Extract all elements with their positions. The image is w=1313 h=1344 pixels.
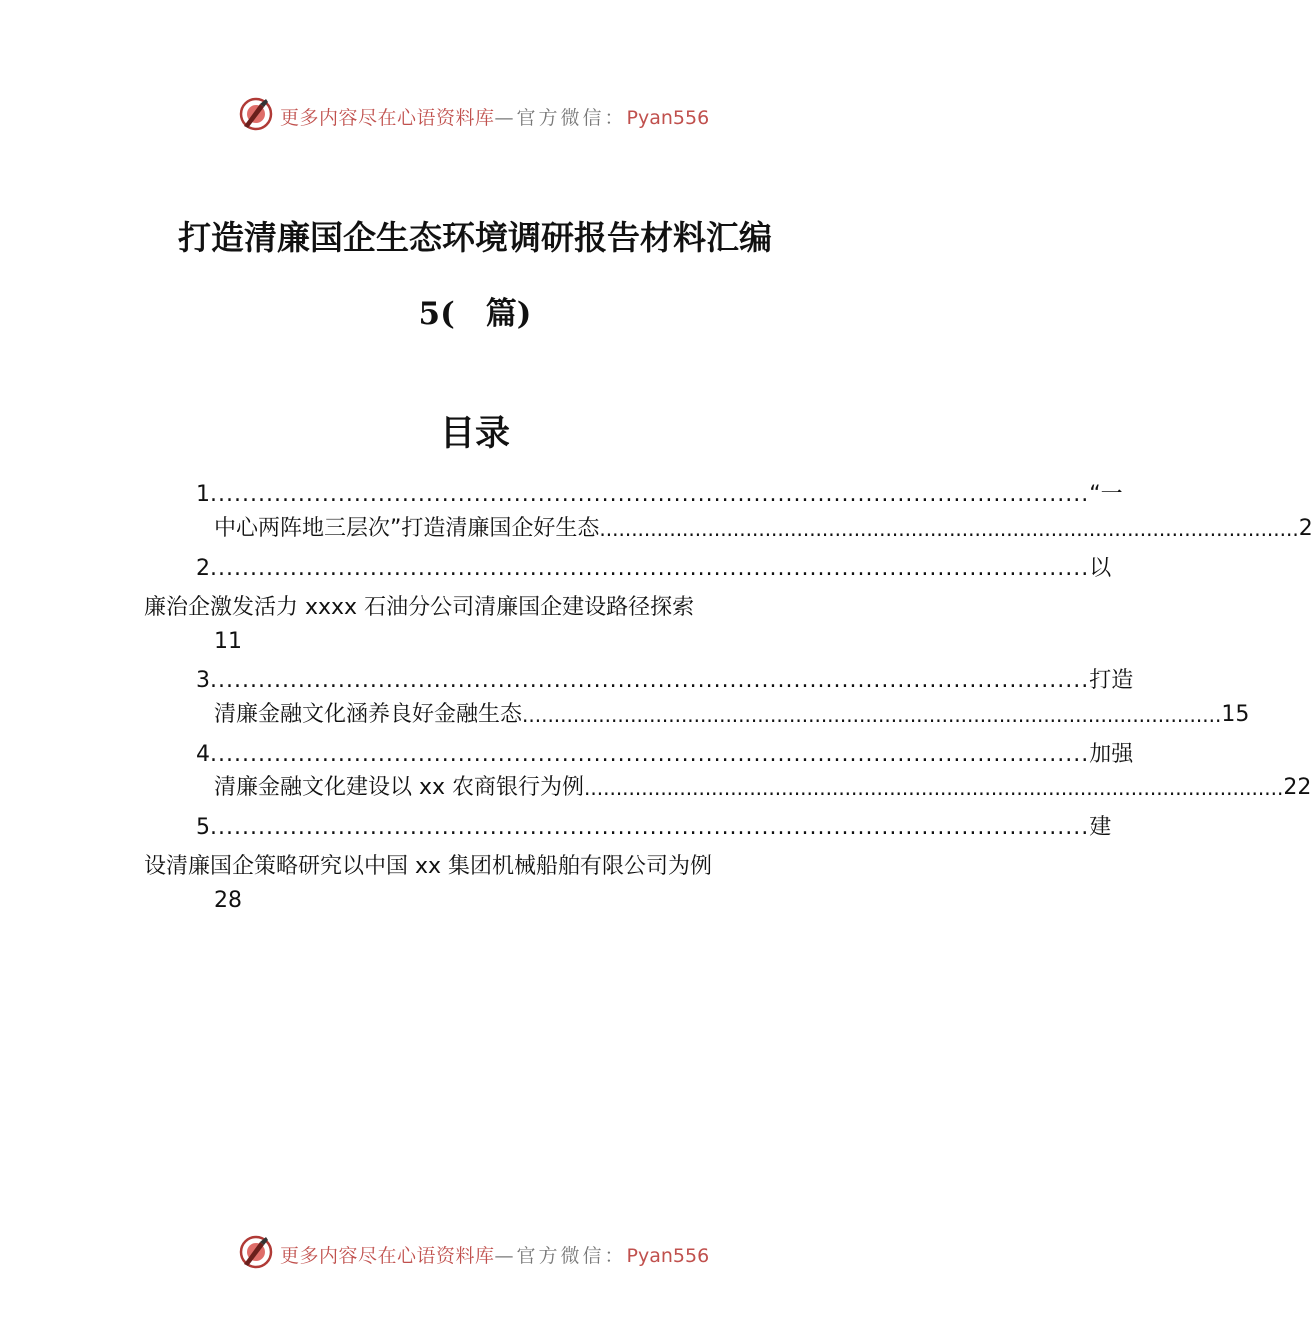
document-subtitle: 5( 篇) (418, 296, 532, 332)
toc-entry-2-line2[interactable]: 廉治企激发活力 xxxx 石油分公司清廉国企建设路径探索 (144, 595, 695, 620)
toc-entry-1-line2[interactable]: 中心两阵地三层次”打造清廉国企好生态 .............................................................................................................. 2 (214, 512, 810, 546)
toc-page-number: 11 (214, 629, 242, 654)
toc-entry-2-line1[interactable]: 2 .............................................................................................................. 以 (196, 556, 1112, 581)
toc-page-number: 28 (214, 888, 242, 913)
toc-entry-1-line1[interactable]: 1 .............................................................................................................. “一 (196, 482, 1123, 507)
toc-entry-4-line1[interactable]: 4 .............................................................................................................. 加强 (196, 742, 1134, 767)
banner-text: 更多内容尽在心语资料库—官方微信：Pyan556 (280, 107, 710, 129)
toc-page-number: 2 (1298, 516, 1313, 541)
toc-page-number: 22 (1283, 775, 1312, 800)
pen-logo-icon (238, 1234, 274, 1270)
header-banner (0, 94, 950, 134)
toc-entry-3-line2[interactable]: 清廉金融文化涵养良好金融生态 .............................................................................................................. 15 (214, 698, 810, 732)
toc-entry-4-line2[interactable]: 清廉金融文化建设以 xx 农商银行为例 .............................................................................................................. 22 (214, 771, 810, 805)
footer-banner (0, 1232, 950, 1272)
toc-entry-5-line1[interactable]: 5 .............................................................................................................. 建 (196, 815, 1112, 840)
toc-entry-5-line2[interactable]: 设清廉国企策略研究以中国 xx 集团机械船舶有限公司为例 (144, 854, 713, 879)
toc-page-number: 15 (1221, 702, 1250, 727)
toc-entry-3-line1[interactable]: 3 .............................................................................................................. 打造 (196, 668, 1134, 693)
banner-text: 更多内容尽在心语资料库—官方微信：Pyan556 (280, 1245, 710, 1267)
pen-logo-icon (238, 96, 274, 132)
toc-heading: 目录 (439, 413, 510, 454)
document-title: 打造清廉国企生态环境调研报告材料汇编 (178, 218, 772, 257)
